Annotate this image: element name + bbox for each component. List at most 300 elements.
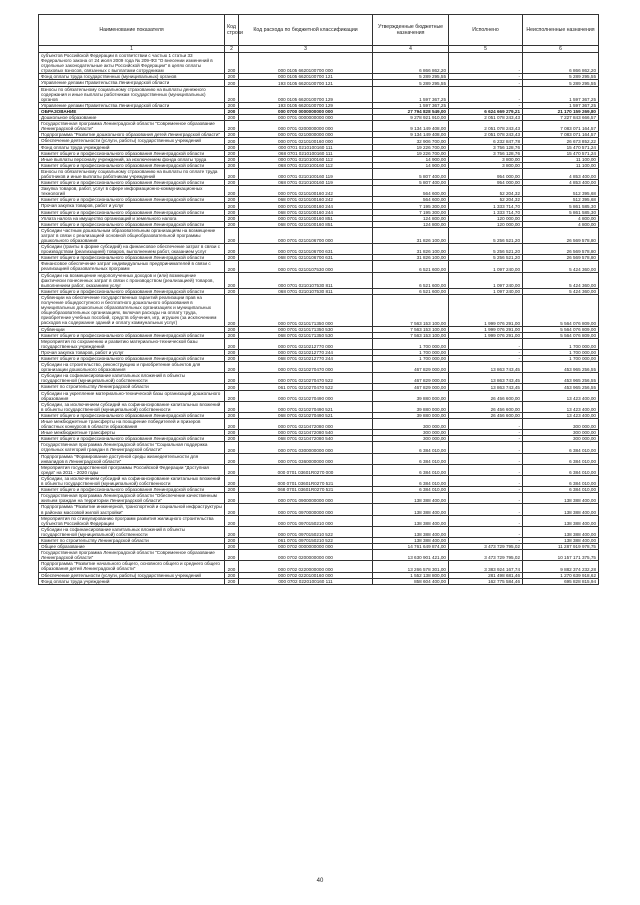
cell-approved: 6 384 010,00 [373, 453, 449, 464]
cell-line-code: 200 [225, 186, 239, 197]
cell-unexecuted: 11 100,00 [523, 156, 599, 162]
cell-name: Государственная программа Ленинградской области "Социальная поддержка отдельных категорий граждан в Ленинградской области" [39, 442, 225, 453]
cell-name: Субсидии (гранты в форме субсидий) на финансовое обеспечение затрат в связи с производством (реализацией) товаров, выполнением работ, оказанием услуг [39, 244, 225, 255]
cell-unexecuted: 26 673 852,22 [523, 138, 599, 144]
cell-unexecuted: 5 861 585,30 [523, 203, 599, 209]
cell-line-code: 200 [225, 132, 239, 138]
cell-name: Комитет общего и профессионального образования Ленинградской области [39, 288, 225, 294]
cell-line-code: 200 [225, 453, 239, 464]
page-number: 40 [316, 878, 324, 884]
cell-unexecuted: 512 395,68 [523, 197, 599, 203]
cell-executed: 6 624 669 279,21 [449, 108, 523, 114]
cell-budget-code: 000 0701 0210270470 522 [239, 373, 373, 384]
header-unexecuted: Неисполненные назначения [523, 15, 599, 46]
cell-line-code: 200 [225, 326, 239, 332]
cell-name: Подпрограмма "Развитие начального общего, основного общего и среднего общего образования детей Ленинградской области" [39, 561, 225, 572]
cell-name: Субсидии, за исключением субсидий на софинансирование капитальных вложений в объекты государственной (муниципальной) собственности [39, 401, 225, 412]
cell-executed: - [449, 453, 523, 464]
cell-approved: 138 388 400,00 [373, 504, 449, 515]
cell-name: Обеспечение деятельности (услуги, работы) государственных учреждений [39, 138, 225, 144]
cell-unexecuted: 7 083 071 164,57 [523, 132, 599, 138]
cell-line-code: 200 [225, 209, 239, 215]
cell-line-code: 200 [225, 74, 239, 80]
cell-budget-code: 000 0701 0360000000 000 [239, 453, 373, 464]
cell-line-code: 200 [225, 550, 239, 561]
cell-executed: 954 000,00 [449, 180, 523, 186]
cell-line-code: 200 [225, 150, 239, 156]
cell-name: Управление делами Правительства Ленинградской области [39, 80, 225, 86]
table-row [39, 464, 599, 475]
cell-executed: 13 863 743,45 [449, 362, 523, 373]
cell-approved: 1 597 367,25 [373, 102, 449, 108]
table-row [39, 203, 599, 209]
cell-name: Комитет общего и профессионального образования Ленинградской области [39, 162, 225, 168]
cell-unexecuted: 26 569 578,80 [523, 227, 599, 243]
cell-executed: 1 333 714,70 [449, 209, 523, 215]
cell-unexecuted: 5 424 360,00 [523, 261, 599, 272]
cell-executed: 52 204,32 [449, 186, 523, 197]
cell-line-code: 200 [225, 487, 239, 493]
cell-line-code: 200 [225, 156, 239, 162]
cell-name: Мероприятия по сохранению и развитию материально-технической базы государственных учреждений [39, 338, 225, 349]
table-row [39, 401, 599, 412]
table-row [39, 288, 599, 294]
cell-line-code: 200 [225, 272, 239, 288]
cell-approved: 9 278 921 910,00 [373, 115, 449, 121]
cell-executed: - [449, 526, 523, 537]
cell-unexecuted: 138 388 400,00 [523, 537, 599, 543]
cell-approved: 14 900,00 [373, 162, 449, 168]
cell-executed: - [449, 80, 523, 86]
cell-unexecuted: 1 700 000,00 [523, 349, 599, 355]
cell-budget-code: 000 0701 0210000000 000 [239, 132, 373, 138]
cell-budget-code: 000 0701 0210270470 000 [239, 362, 373, 373]
cell-executed: 1 097 240,00 [449, 288, 523, 294]
cell-budget-code: 068 0701 0210100160 119 [239, 180, 373, 186]
cell-budget-code: 000 0701 03601R0270 000 [239, 464, 373, 475]
cell-unexecuted: 300 000,00 [523, 436, 599, 442]
cell-approved: 138 388 400,00 [373, 493, 449, 504]
cell-name: Комитет общего и профессионального образования Ленинградской области [39, 255, 225, 261]
table-row [39, 572, 599, 578]
table-row [39, 244, 599, 255]
cell-approved: 300 000,00 [373, 436, 449, 442]
cell-unexecuted: 453 965 256,55 [523, 384, 599, 390]
cell-line-code: 200 [225, 578, 239, 584]
cell-executed: 6 232 847,78 [449, 138, 523, 144]
cell-budget-code: 000 0701 0210100160 851 [239, 215, 373, 221]
cell-approved: 467 829 000,00 [373, 362, 449, 373]
cell-budget-code: 000 0701 0210107530 811 [239, 272, 373, 288]
cell-executed: - [449, 53, 523, 74]
table-row [39, 197, 599, 203]
cell-name: Мероприятия по стимулированию программ развития жилищного строительства субъектов Российской Федерации [39, 515, 225, 526]
table-row [39, 493, 599, 504]
cell-budget-code: 000 0701 0200000000 000 [239, 121, 373, 132]
cell-name: Субсидии на строительство, реконструкцию и приобретение объектов для организации дошкольного образования [39, 362, 225, 373]
cell-name: Финансовое обеспечение затрат индивидуальных предпринимателей в связи с реализацией образовательных программ [39, 261, 225, 272]
cell-executed: - [449, 537, 523, 543]
cell-budget-code: 061 0701 0970150210 522 [239, 537, 373, 543]
cell-executed: - [449, 86, 523, 102]
cell-name: Субсидии, за исключением субсидий на софинансирование капитальных вложений в объекты государственной (муниципальной) собственности [39, 475, 225, 486]
cell-budget-code: 068 0701 0210171350 530 [239, 332, 373, 338]
cell-line-code: 200 [225, 537, 239, 543]
cell-unexecuted: 1 597 367,25 [523, 86, 599, 102]
cell-name: Государственная программа Ленинградской области "Современное образование Ленинградской области" [39, 121, 225, 132]
cell-approved: 9 134 149 408,00 [373, 132, 449, 138]
cell-line-code: 200 [225, 162, 239, 168]
table-row [39, 121, 599, 132]
cell-executed: 2 051 078 243,43 [449, 121, 523, 132]
cell-line-code: 200 [225, 355, 239, 361]
cell-executed: 120 000,00 [449, 221, 523, 227]
cell-line-code: 200 [225, 115, 239, 121]
cell-name: Комитет общего и профессионального образования Ленинградской области [39, 332, 225, 338]
cell-budget-code: 000 0701 0210107530 000 [239, 261, 373, 272]
table-row [39, 526, 599, 537]
cell-approved: 300 000,00 [373, 430, 449, 436]
cell-name: Комитет общего и профессионального образования Ленинградской области [39, 412, 225, 418]
cell-line-code: 200 [225, 475, 239, 486]
table-row [39, 362, 599, 373]
cell-approved: 5 807 400,00 [373, 180, 449, 186]
cell-unexecuted: 5 424 360,00 [523, 288, 599, 294]
cell-executed: 3 383 924 167,74 [449, 561, 523, 572]
cell-budget-code: 000 0701 0970150210 000 [239, 515, 373, 526]
cell-executed: 5 256 521,20 [449, 244, 523, 255]
cell-name: Субсидии на укрепление материально-технической базы организаций дошкольного образования [39, 390, 225, 401]
cell-unexecuted: 5 564 076 809,00 [523, 326, 599, 332]
cell-approved: 6 384 010,00 [373, 475, 449, 486]
cell-unexecuted: 1 700 000,00 [523, 355, 599, 361]
cell-unexecuted: 26 569 578,80 [523, 244, 599, 255]
cell-approved: 7 563 153 100,00 [373, 326, 449, 332]
cell-budget-code: 000 0701 0210106700 631 [239, 244, 373, 255]
cell-name: Подпрограмма "Формирование доступной среды жизнедеятельности для инвалидов в Ленинградской области" [39, 453, 225, 464]
cell-approved: 138 388 400,00 [373, 526, 449, 537]
cell-name: Комитет общего и профессионального образования Ленинградской области [39, 150, 225, 156]
cell-unexecuted: 695 828 815,94 [523, 578, 599, 584]
cell-line-code: 200 [225, 255, 239, 261]
table-row [39, 294, 599, 326]
table-row [39, 578, 599, 584]
cell-budget-code: 000 0701 0970150210 522 [239, 526, 373, 537]
cell-approved: 27 794 828 549,00 [373, 108, 449, 114]
cell-approved: 6 521 600,00 [373, 272, 449, 288]
cell-line-code: 200 [225, 108, 239, 114]
cell-unexecuted: 4 800,00 [523, 221, 599, 227]
cell-unexecuted: 13 423 400,00 [523, 412, 599, 418]
cell-budget-code: 000 0702 0220000000 000 [239, 561, 373, 572]
cell-approved: 7 195 300,00 [373, 209, 449, 215]
cell-name: Закупка товаров, работ, услуг в сфере информационно-коммуникационных технологий [39, 186, 225, 197]
cell-name: Субсидии на софинансирование капитальных вложений в объекты государственной (муниципальной) собственности [39, 526, 225, 537]
table-row [39, 150, 599, 156]
cell-name: Комитет по строительству Ленинградской области [39, 384, 225, 390]
cell-budget-code: 068 0701 0210100160 242 [239, 197, 373, 203]
cell-budget-code: 000 0701 0900000000 000 [239, 493, 373, 504]
table-row [39, 221, 599, 227]
cell-name: Субсидии частным дошкольным образовательным организациям на возмещение затрат в связи с реализацией основной общеобразовательной программы дошкольного образования [39, 227, 225, 243]
cell-executed: - [449, 349, 523, 355]
cell-approved: 138 388 400,00 [373, 537, 449, 543]
cell-line-code: 200 [225, 338, 239, 349]
cell-executed: 3 473 729 795,02 [449, 550, 523, 561]
cell-approved: 31 826 100,00 [373, 227, 449, 243]
cell-approved: 31 826 100,00 [373, 255, 449, 261]
cell-approved: 858 604 400,00 [373, 578, 449, 584]
cell-line-code: 200 [225, 203, 239, 209]
cell-line-code: 200 [225, 261, 239, 272]
cell-budget-code: 193 0105 6620100700 129 [239, 102, 373, 108]
cell-line-code: 200 [225, 493, 239, 504]
table-row [39, 272, 599, 288]
table-row [39, 515, 599, 526]
header-approved: Утвержденные бюджетные назначения [373, 15, 449, 46]
table-row [39, 453, 599, 464]
cell-budget-code: 000 0701 0210100160 112 [239, 156, 373, 162]
cell-approved: 564 600,00 [373, 186, 449, 197]
cell-executed: - [449, 430, 523, 436]
cell-line-code: 200 [225, 288, 239, 294]
header-kbk: Код расхода по бюджетной классификации [239, 15, 373, 46]
cell-line-code: 200 [225, 442, 239, 453]
cell-line-code: 200 [225, 215, 239, 221]
cell-name: Комитет общего и профессионального образования Ленинградской области [39, 436, 225, 442]
cell-approved: 32 906 700,00 [373, 138, 449, 144]
column-number: 1 [39, 46, 225, 53]
column-number: 4 [373, 46, 449, 53]
cell-approved: 1 700 000,00 [373, 338, 449, 349]
cell-line-code: 200 [225, 419, 239, 430]
cell-unexecuted: 5 564 076 809,00 [523, 332, 599, 338]
cell-budget-code: 000 0701 0210100160 119 [239, 168, 373, 179]
cell-executed: 2 051 078 243,43 [449, 132, 523, 138]
cell-executed: - [449, 442, 523, 453]
cell-approved: 39 880 000,00 [373, 412, 449, 418]
cell-name: Прочая закупка товаров, работ и услуг [39, 203, 225, 209]
cell-line-code: 200 [225, 412, 239, 418]
cell-executed: 1 097 240,00 [449, 272, 523, 288]
table-row [39, 180, 599, 186]
cell-approved: 14 761 649 874,00 [373, 544, 449, 550]
table-row [39, 209, 599, 215]
cell-approved: 19 226 700,00 [373, 144, 449, 150]
cell-unexecuted: 5 289 295,55 [523, 74, 599, 80]
cell-unexecuted: 4 800,00 [523, 215, 599, 221]
cell-approved: 9 134 149 408,00 [373, 121, 449, 132]
column-number: 2 [225, 46, 239, 53]
table-row [39, 53, 599, 74]
cell-name: Фонд оплаты труда учреждений [39, 578, 225, 584]
cell-budget-code: 000 0701 0210171350 000 [239, 294, 373, 326]
cell-line-code: 200 [225, 390, 239, 401]
cell-executed: - [449, 493, 523, 504]
table-row [39, 215, 599, 221]
cell-unexecuted: 5 861 585,30 [523, 209, 599, 215]
cell-budget-code: 000 0701 0210472080 000 [239, 419, 373, 430]
cell-approved: 6 384 010,00 [373, 487, 449, 493]
cell-name: Уплата налога на имущество организаций и земельного налога [39, 215, 225, 221]
cell-name: Государственная программа Ленинградской области "Современное образование Ленинградской области" [39, 550, 225, 561]
cell-name: Комитет общего и профессионального образования Ленинградской области [39, 221, 225, 227]
table-row [39, 168, 599, 179]
cell-name: Общее образование [39, 544, 225, 550]
cell-executed: 3 800,00 [449, 162, 523, 168]
cell-unexecuted: 6 384 010,00 [523, 453, 599, 464]
cell-budget-code: 068 0701 03601R0270 521 [239, 487, 373, 493]
cell-executed: 26 456 600,00 [449, 401, 523, 412]
header-executed: Исполнено [449, 15, 523, 46]
cell-line-code: 200 [225, 572, 239, 578]
cell-line-code: 200 [225, 221, 239, 227]
document-page [38, 14, 598, 585]
cell-executed: 1 333 714,70 [449, 203, 523, 209]
cell-unexecuted: 1 700 000,00 [523, 338, 599, 349]
budget-execution-table [38, 14, 599, 585]
cell-unexecuted: 5 564 076 809,00 [523, 294, 599, 326]
cell-line-code: 200 [225, 138, 239, 144]
cell-name: Субсидии на софинансирование капитальных вложений в объекты государственной (муниципальной) собственности [39, 373, 225, 384]
cell-approved: 7 563 153 100,00 [373, 294, 449, 326]
cell-name: Дошкольное образование [39, 115, 225, 121]
cell-executed: 162 775 584,46 [449, 578, 523, 584]
cell-line-code: 200 [225, 227, 239, 243]
table-row [39, 261, 599, 272]
cell-approved: 1 700 000,00 [373, 355, 449, 361]
cell-budget-code: 068 0701 0210472080 540 [239, 436, 373, 442]
cell-line-code: 200 [225, 332, 239, 338]
cell-budget-code: 068 0701 0210270490 521 [239, 412, 373, 418]
cell-unexecuted: 300 000,00 [523, 430, 599, 436]
cell-executed: - [449, 74, 523, 80]
cell-executed: 3 756 128,76 [449, 150, 523, 156]
cell-approved: 7 195 300,00 [373, 203, 449, 209]
table-row [39, 156, 599, 162]
cell-unexecuted: 21 170 159 269,80 [523, 108, 599, 114]
table-row [39, 419, 599, 430]
cell-unexecuted: 6 384 010,00 [523, 442, 599, 453]
cell-approved: 5 807 400,00 [373, 168, 449, 179]
cell-approved: 124 800,00 [373, 221, 449, 227]
column-number: 5 [449, 46, 523, 53]
cell-unexecuted: 138 388 400,00 [523, 493, 599, 504]
cell-unexecuted: 6 866 862,20 [523, 53, 599, 74]
cell-budget-code: 000 0701 0210100160 111 [239, 144, 373, 150]
table-row [39, 255, 599, 261]
cell-unexecuted: 453 965 256,55 [523, 362, 599, 373]
cell-unexecuted: 1 597 367,25 [523, 102, 599, 108]
cell-executed: - [449, 475, 523, 486]
cell-approved: 6 384 010,00 [373, 464, 449, 475]
cell-approved: 5 289 295,55 [373, 74, 449, 80]
table-row [39, 332, 599, 338]
cell-unexecuted: 4 853 400,00 [523, 180, 599, 186]
cell-budget-code: 061 0701 0210270470 522 [239, 384, 373, 390]
cell-executed: 3 800,00 [449, 156, 523, 162]
cell-approved: 19 226 700,00 [373, 150, 449, 156]
cell-name: Мероприятия государственной программы Российской Федерации "Доступная среда" на 2011 - 2020 годы [39, 464, 225, 475]
table-row [39, 384, 599, 390]
cell-unexecuted: 15 470 571,24 [523, 150, 599, 156]
table-row [39, 86, 599, 102]
cell-name: Комитет общего и профессионального образования Ленинградской области [39, 209, 225, 215]
cell-name: Комитет общего и профессионального образования Ленинградской области [39, 487, 225, 493]
cell-unexecuted: 11 100,00 [523, 162, 599, 168]
cell-executed: - [449, 338, 523, 349]
cell-name: ОБРАЗОВАНИЕ [39, 108, 225, 114]
cell-approved: 39 880 000,00 [373, 401, 449, 412]
cell-budget-code: 000 0105 6620100700 129 [239, 86, 373, 102]
cell-approved: 31 826 100,00 [373, 244, 449, 255]
cell-line-code: 200 [225, 373, 239, 384]
table-row [39, 227, 599, 243]
cell-executed: 13 863 743,45 [449, 384, 523, 390]
cell-budget-code: 000 0701 0000000000 000 [239, 115, 373, 121]
cell-budget-code: 000 0702 0000000000 000 [239, 544, 373, 550]
cell-line-code: 200 [225, 430, 239, 436]
cell-approved: 13 630 901 421,00 [373, 550, 449, 561]
cell-executed: - [449, 355, 523, 361]
cell-executed: - [449, 504, 523, 515]
cell-executed: 1 999 076 291,00 [449, 332, 523, 338]
cell-name: Фонд оплаты труда государственных (муниципальных) органов [39, 74, 225, 80]
cell-executed: 2 051 078 243,43 [449, 115, 523, 121]
cell-executed: 3 473 729 795,02 [449, 544, 523, 550]
cell-executed: 1 097 240,00 [449, 261, 523, 272]
cell-unexecuted: 1 270 639 918,62 [523, 572, 599, 578]
cell-line-code: 200 [225, 515, 239, 526]
cell-name: Комитет общего и профессионального образования Ленинградской области [39, 355, 225, 361]
cell-budget-code: 000 0701 0210100160 244 [239, 203, 373, 209]
cell-unexecuted: 7 227 843 666,57 [523, 115, 599, 121]
cell-line-code: 200 [225, 362, 239, 373]
cell-approved: 6 384 010,00 [373, 442, 449, 453]
table-header-row [39, 15, 599, 46]
cell-approved: 467 829 000,00 [373, 373, 449, 384]
table-row [39, 162, 599, 168]
cell-executed: 1 999 076 291,00 [449, 294, 523, 326]
header-code: Код строки [225, 15, 239, 46]
cell-line-code: 200 [225, 401, 239, 412]
cell-executed: 52 204,32 [449, 197, 523, 203]
cell-executed: 3 756 128,76 [449, 144, 523, 150]
cell-budget-code: 068 0701 0210100160 244 [239, 209, 373, 215]
cell-unexecuted: 300 000,00 [523, 419, 599, 430]
cell-budget-code: 000 0701 0300000000 000 [239, 442, 373, 453]
cell-line-code: 200 [225, 464, 239, 475]
cell-budget-code: 000 0702 0200000000 000 [239, 550, 373, 561]
cell-unexecuted: 6 384 010,00 [523, 475, 599, 486]
cell-name: Подпрограмма "Развитие дошкольного образования детей Ленинградской области" [39, 132, 225, 138]
cell-approved: 138 388 400,00 [373, 515, 449, 526]
cell-unexecuted: 4 853 400,00 [523, 168, 599, 179]
cell-approved: 467 829 000,00 [373, 384, 449, 390]
cell-name: Фонд оплаты труда учреждений [39, 144, 225, 150]
cell-executed: 120 000,00 [449, 215, 523, 221]
column-number-row [39, 46, 599, 53]
table-body [39, 53, 599, 585]
cell-line-code: 200 [225, 144, 239, 150]
cell-unexecuted: 11 287 919 978,75 [523, 544, 599, 550]
cell-budget-code: 000 0105 6620100700 000 [239, 53, 373, 74]
cell-budget-code: 000 0701 0210472080 540 [239, 430, 373, 436]
cell-line-code: 200 [225, 197, 239, 203]
cell-name: Комитет общего и профессионального образования Ленинградской области [39, 197, 225, 203]
cell-line-code: 200 [225, 526, 239, 537]
cell-line-code: 200 [225, 384, 239, 390]
